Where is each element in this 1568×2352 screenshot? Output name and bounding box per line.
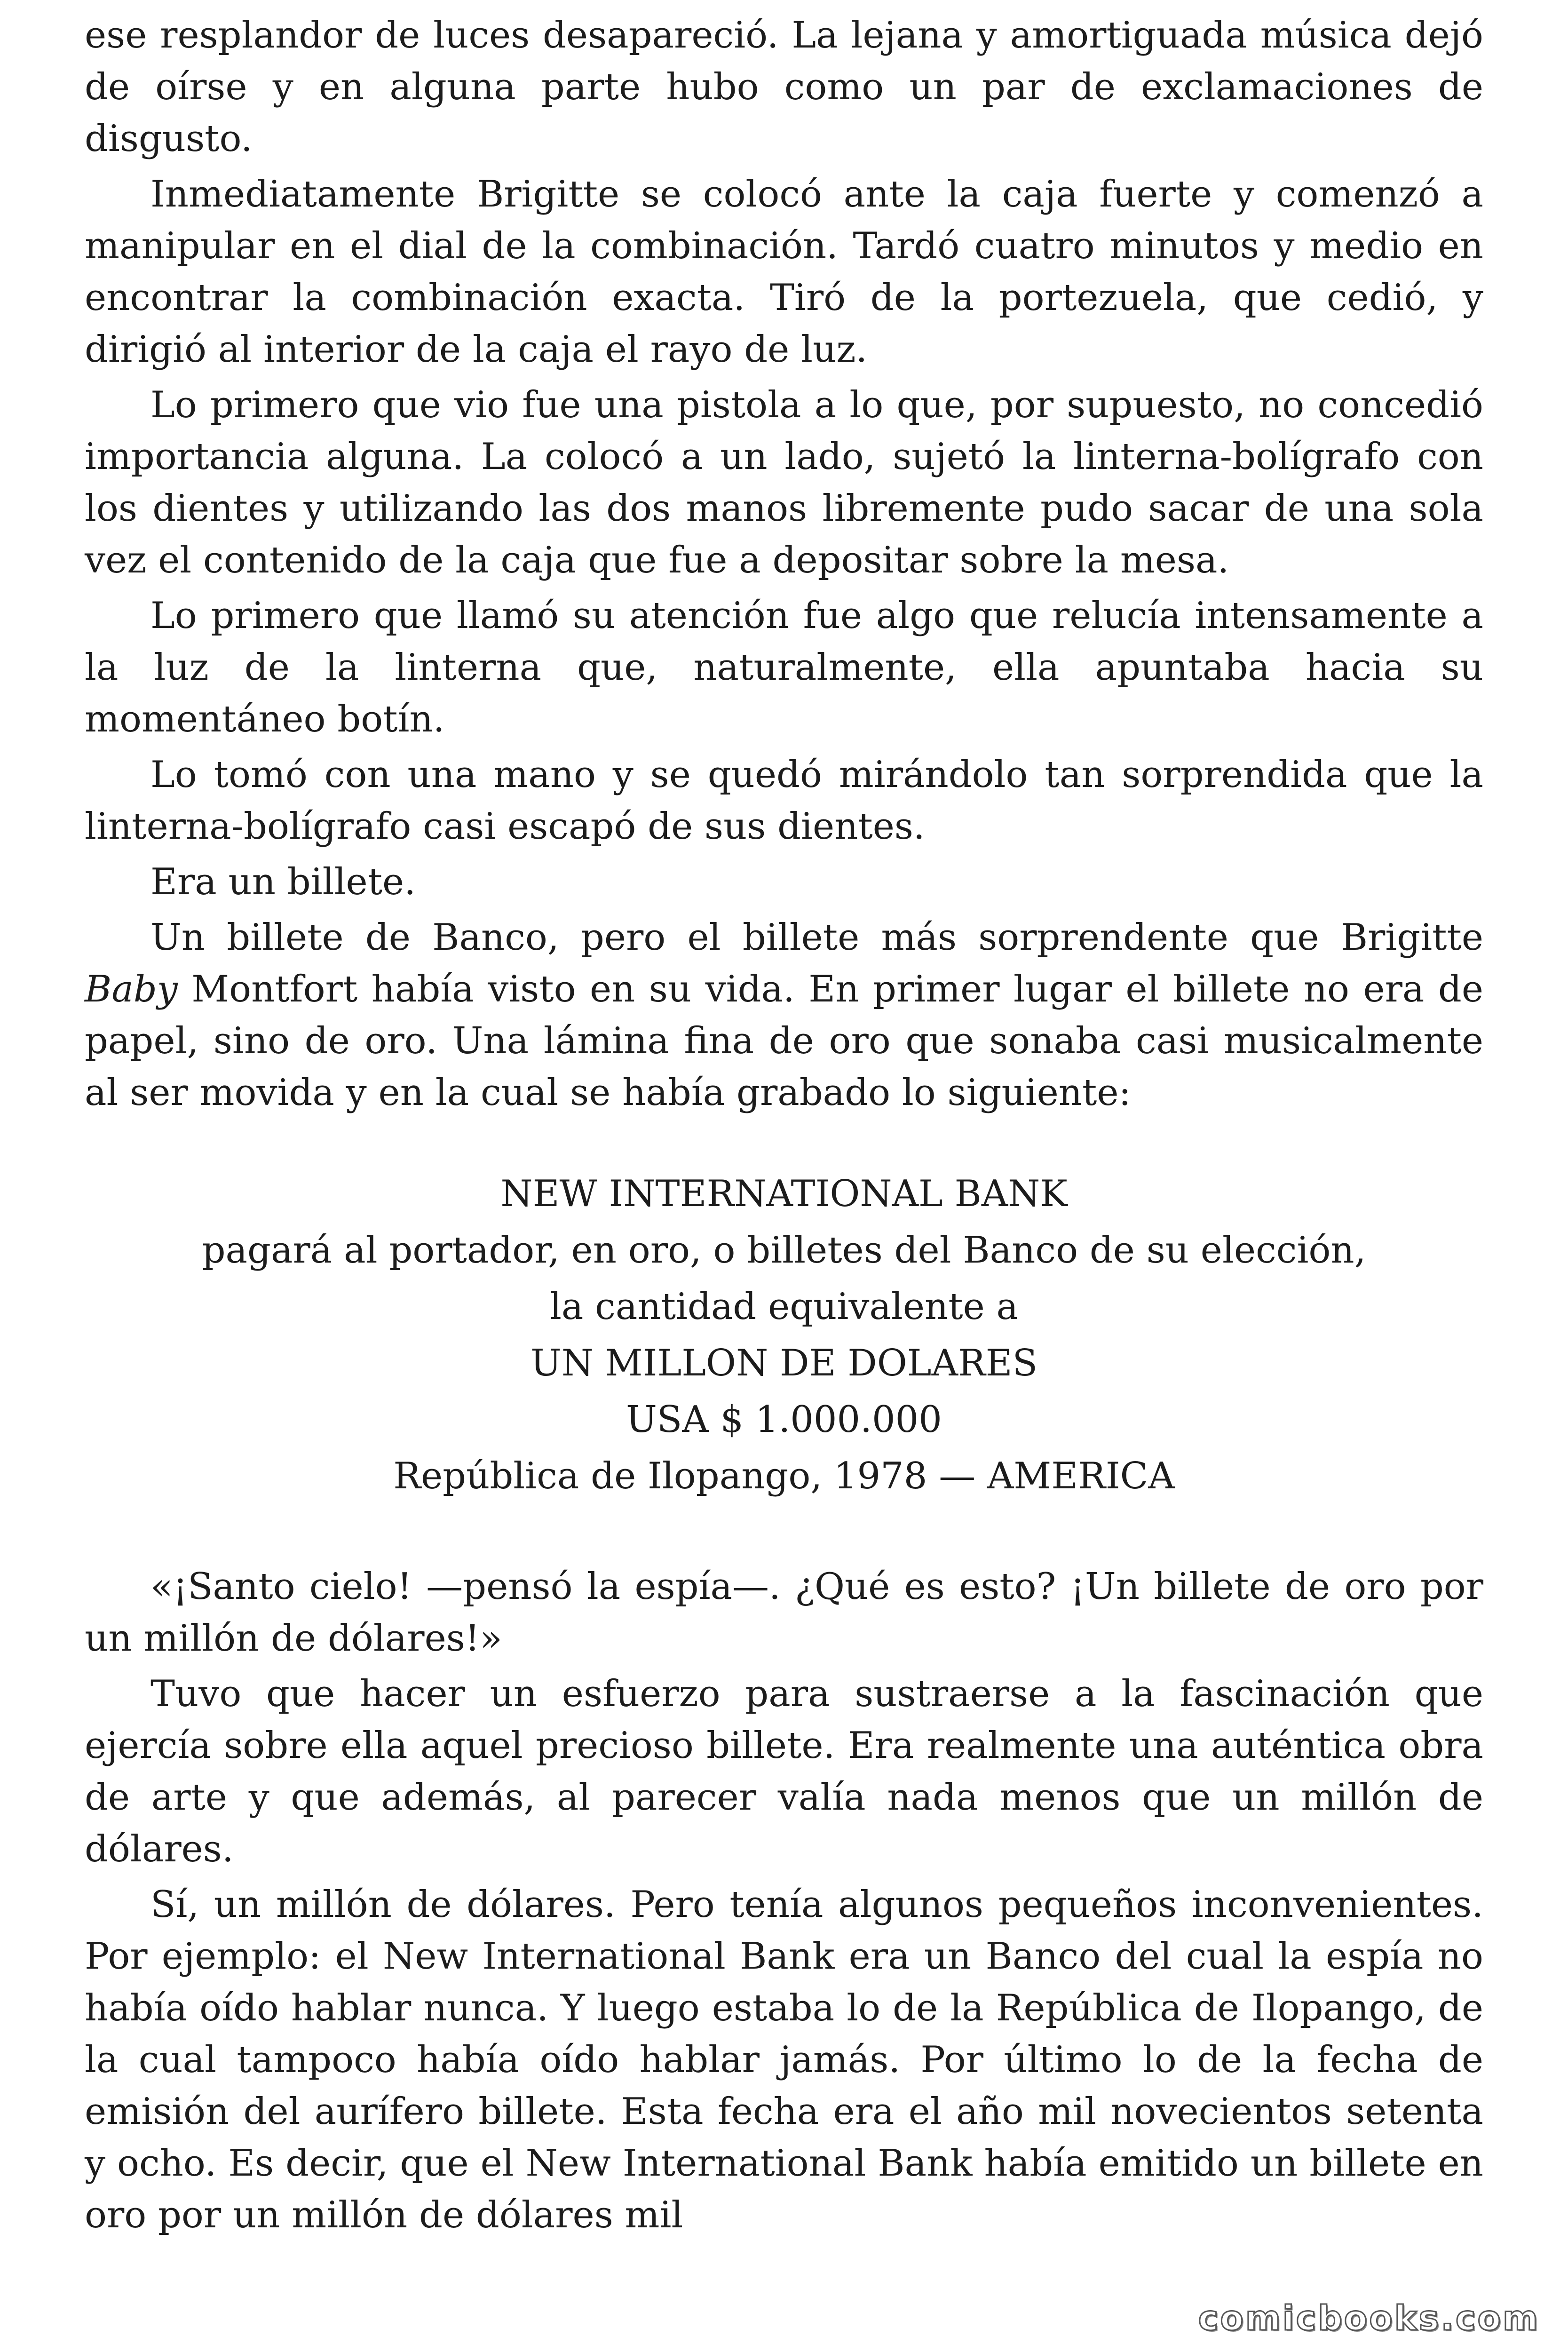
paragraph-5: Lo tomó con una mano y se quedó mirándolo tan sorprendida que la linterna-bolígrafo casi escapó de sus dientes. (85, 754, 1483, 848)
banknote-inscription (85, 1166, 1483, 1504)
book-page (85, 9, 1483, 2241)
paragraph-6: Era un billete. (150, 861, 416, 903)
banknote-equivalent: la cantidad equivalente a (549, 1286, 1019, 1328)
paragraph-10: Sí, un millón de dólares. Pero tenía algunos pequeños inconvenientes. Por ejemplo: el New International Bank era un Banco del cual la espía no había oído hablar nunca. Y luego estaba lo de la República de Ilopango, de la cual tampoco había oído hablar jamás. Por último lo de la fecha de emisión del aurífero billete. Esta fecha era el año mil novecientos setenta y ocho. Es decir, que el New International Bank había emitido un billete en oro por un millón de dólares mil (85, 1883, 1483, 2236)
paragraph-4: Lo primero que llamó su atención fue algo que relucía intensamente a la luz de la linterna que, naturalmente, ella apuntaba hacia su momentáneo botín. (85, 595, 1483, 740)
paragraph-1: ese resplandor de luces desapareció. La lejana y amortiguada música dejó de oírse y en alguna parte hubo como un par de exclamaciones de disgusto. (85, 14, 1483, 160)
paragraph-7-end: Montfort había visto en su vida. En primer lugar el billete no era de papel, sino de oro. Una lámina fina de oro que sonaba casi musicalmente al ser movida y en la cual se había grabado lo siguiente: (85, 968, 1483, 1114)
banknote-amount-words: UN MILLON DE DOLARES (530, 1342, 1038, 1384)
banknote-amount-figure: USA $ 1.000.000 (626, 1398, 942, 1441)
paragraph-7-start: Un billete de Banco, pero el billete más sorprendente que Brigitte (150, 916, 1483, 959)
site-watermark: comicbooks.com (1198, 2298, 1540, 2338)
banknote-bank-name: NEW INTERNATIONAL BANK (500, 1173, 1068, 1215)
paragraph-3: Lo primero que vio fue una pistola a lo que, por supuesto, no concedió importancia alguna. La colocó a un lado, sujetó la linterna-bolígrafo con los dientes y utilizando las dos manos libremente pudo sacar de una sola vez el contenido de la caja que fue a depositar sobre la mesa. (85, 384, 1483, 581)
paragraph-7-italic: Baby (85, 968, 178, 1010)
paragraph-7 (85, 912, 1483, 1119)
paragraph-9: Tuvo que hacer un esfuerzo para sustraerse a la fascinación que ejercía sobre ella aquel precioso billete. Era realmente una auténtica obra de arte y que además, al parecer valía nada menos que un millón de dólares. (85, 1673, 1483, 1870)
paragraph-2: Inmediatamente Brigitte se colocó ante la caja fuerte y comenzó a manipular en el dial de la combinación. Tardó cuatro minutos y medio en encontrar la combinación exacta. Tiró de la portezuela, que cedió, y dirigió al interior de la caja el rayo de luz. (85, 173, 1483, 371)
paragraph-8: «¡Santo cielo! —pensó la espía—. ¿Qué es esto? ¡Un billete de oro por un millón de dólares!» (85, 1565, 1483, 1660)
banknote-promise: pagará al portador, en oro, o billetes del Banco de su elección, (202, 1229, 1366, 1271)
banknote-issuer-date: República de Ilopango, 1978 — AMERICA (393, 1455, 1175, 1497)
